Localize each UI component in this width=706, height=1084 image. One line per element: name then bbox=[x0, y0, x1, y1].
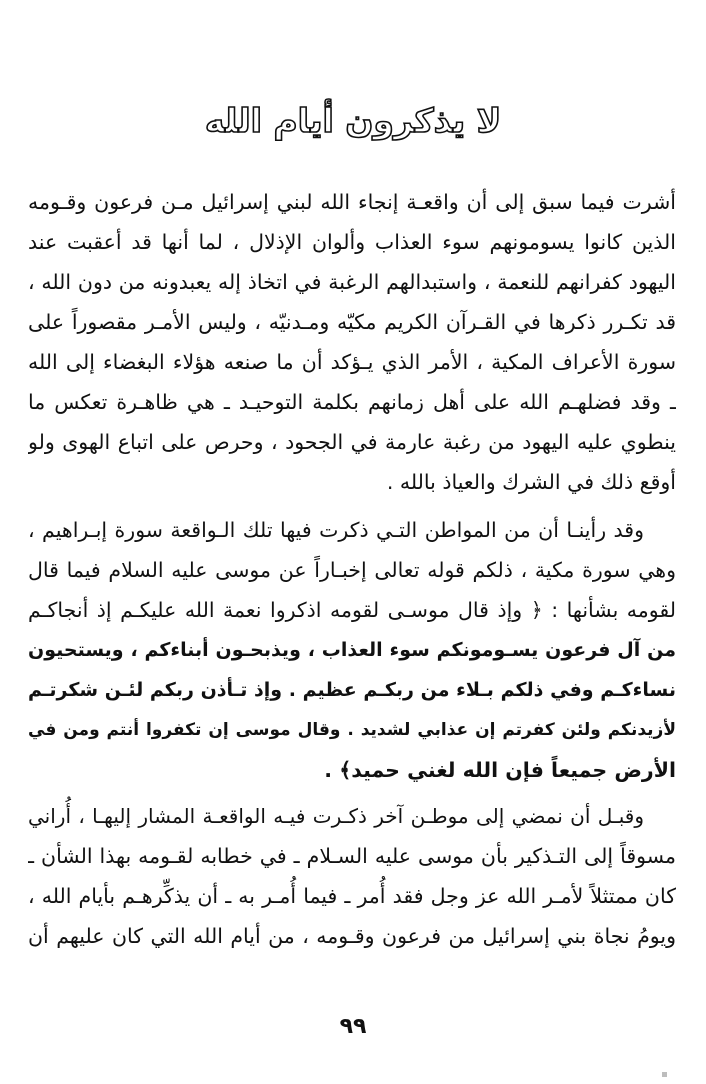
text-line: ينطوي عليه اليهود من رغبة عارمة في الجحود ، وحرص على اتباع الهوى ولو bbox=[28, 430, 676, 454]
text-line: أشرت فيما سبق إلى أن واقعـة إنجاء الله لبني إسرائيل مـن فرعون وقـومه bbox=[28, 190, 676, 214]
quran-verse-line: لأزيدنكم ولئن كفرتم إن عذابي لشديد . وقال موسى إن تكفروا أنتم ومن في bbox=[28, 720, 676, 740]
text-line: وقد رأينـا أن من المواطن التـي ذكرت فيها تلك الـواقعة سورة إبـراهيم ، bbox=[28, 518, 644, 542]
quran-verse-line: الأرض جميعاً فإن الله لغني حميد﴾ . bbox=[324, 758, 676, 782]
text-line: سورة الأعراف المكية ، الأمر الذي يـؤكد أن ما صنعه هؤلاء البغضاء إلى الله bbox=[28, 350, 676, 374]
text-line: وقبـل أن نمضي إلى موطـن آخر ذكـرت فيـه الواقعـة المشار إليهـا ، أُراني bbox=[28, 804, 644, 828]
text-line: مسوقاً إلى التـذكير بأن موسى عليه السـلام ـ في خطابه لقـومه بهذا الشأن ـ bbox=[28, 844, 676, 868]
paragraph-1 bbox=[28, 182, 676, 502]
text-line: لقومه بشأنها : ﴿ وإذ قال موسـى لقومه اذكروا نعمة الله عليكـم إذ أنجاكـم bbox=[28, 598, 676, 622]
paragraph-3 bbox=[28, 796, 676, 956]
page-number: ٩٩ bbox=[339, 1014, 367, 1039]
text-line: أوقع ذلك في الشرك والعياذ بالله . bbox=[386, 470, 676, 494]
scan-speck bbox=[662, 1072, 667, 1077]
paragraph-2 bbox=[28, 510, 676, 790]
text-line: الذين كانوا يسومونهم سوء العذاب وألوان الإذلال ، لما أنها قد أعقبت عند bbox=[28, 230, 676, 254]
quran-verse-line: من آل فرعون يسـومونكم سوء العذاب ، ويذبحـون أبناءكم ، ويستحيون bbox=[28, 639, 676, 661]
chapter-title: لا يذكرون أيام الله bbox=[204, 101, 502, 140]
text-line: ـ وقد فضلهـم الله على أهل زمانهم بكلمة التوحيـد ـ هي ظاهـرة تعكس ما bbox=[28, 390, 676, 414]
text-line: كان ممتثلاً لأمـر الله عز وجل فقد أُمر ـ فيما أُمـر به ـ أن يذكِّرهـم بأيام الله ، bbox=[28, 884, 676, 908]
text-line: اليهود كفرانهم للنعمة ، واستبدالهم الرغبة في اتخاذ إله يعبدونه من دون الله ، bbox=[28, 270, 676, 294]
quran-verse-line: نساءكـم وفي ذلكم بـلاء من ربكـم عظيم . وإذ تـأذن ربكم لئـن شكرتـم bbox=[28, 679, 676, 701]
text-line: ويومُ نجاة بني إسرائيل من فرعون وقـومه ، من أيام الله التي كان عليهم أن bbox=[28, 924, 676, 948]
text-line: وهي سورة مكية ، ذلكم قوله تعالى إخبـاراً عن موسى عليه السلام فيما قال bbox=[28, 558, 676, 582]
text-line: قد تكـرر ذكرها في القـرآن الكريم مكيّه ومـدنيّه ، وليس الأمـر مقصوراً على bbox=[28, 310, 676, 334]
